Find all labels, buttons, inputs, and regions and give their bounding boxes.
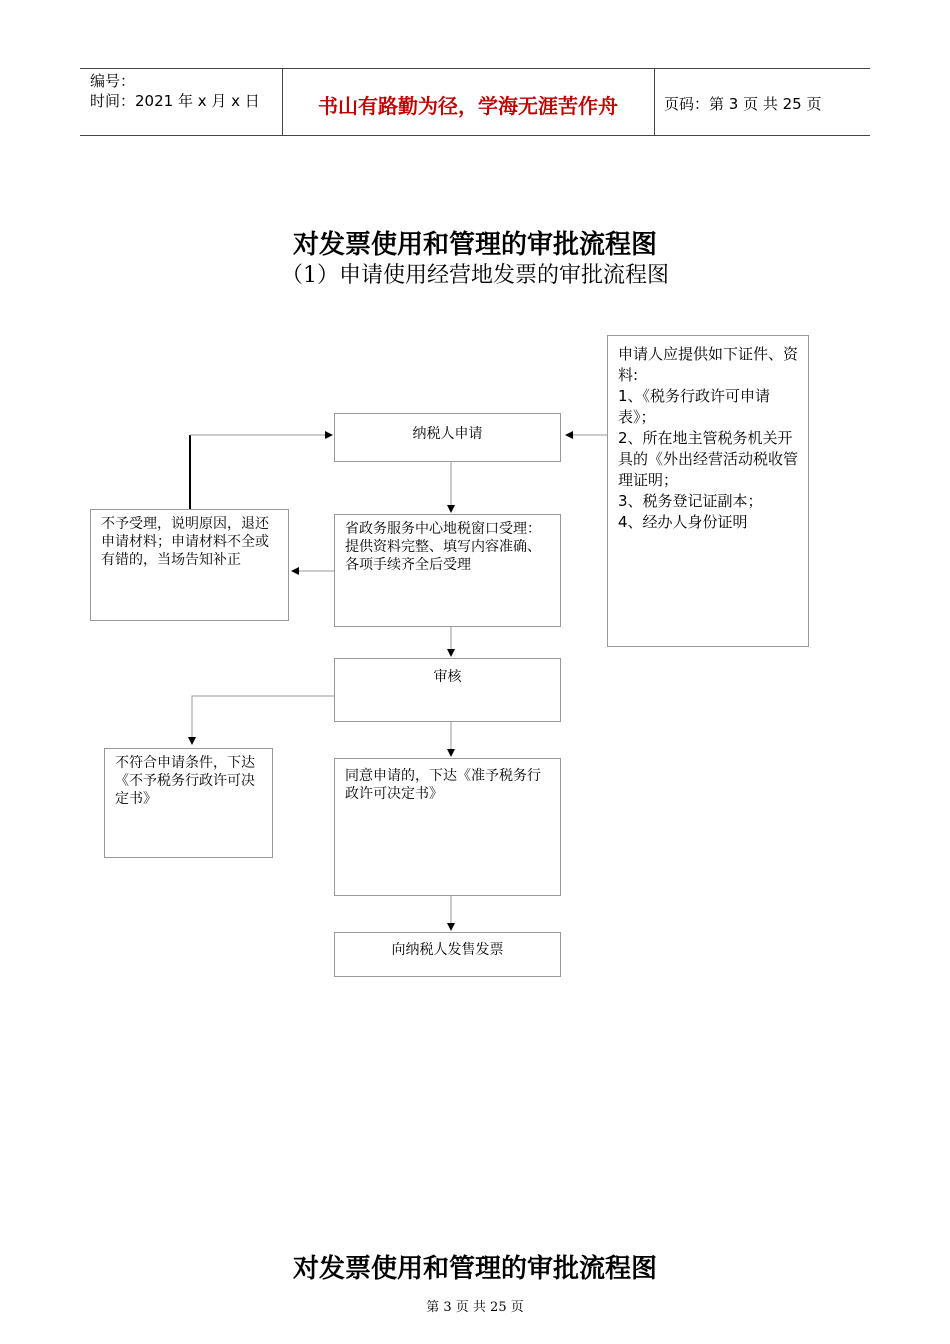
- materials-item-4: 4、经办人身份证明: [618, 513, 748, 531]
- code-label: 编号：: [90, 72, 136, 90]
- page-title: 对发票使用和管理的审批流程图: [292, 230, 657, 260]
- time-label: 时间：2021 年 x 月 x 日: [90, 92, 260, 110]
- materials-item-1: 1、《税务行政许可申请表》；: [618, 387, 771, 426]
- repeated-title: 对发票使用和管理的审批流程图: [292, 1254, 657, 1284]
- approve-box: 同意申请的，下达《准予税务行政许可决定书》: [334, 758, 561, 896]
- materials-item-2: 2、所在地主管税务机关开具的《外出经营活动税收管理证明；: [618, 429, 799, 489]
- header-page-info: 页码：第 3 页 共 25 页: [664, 95, 822, 113]
- reject-box: 不予受理，说明原因，退还申请材料；申请材料不全或有错的，当场告知补正: [90, 509, 289, 621]
- materials-item-3: 3、税务登记证副本；: [618, 492, 763, 510]
- not-meet-box: 不符合申请条件，下达《不予税务行政许可决定书》: [104, 748, 273, 858]
- apply-box: 纳税人申请: [334, 413, 561, 462]
- accept-box: 省政务服务中心地税窗口受理：提供资料完整、填写内容准确、各项手续齐全后受理: [334, 514, 561, 627]
- page-subtitle: （1）申请使用经营地发票的审批流程图: [281, 263, 669, 288]
- arrow-review-to-notmeet: [192, 696, 334, 744]
- review-box: 审核: [334, 658, 561, 722]
- materials-heading: 申请人应提供如下证件、资料:: [618, 345, 799, 384]
- issue-box: 向纳税人发售发票: [334, 932, 561, 977]
- page-footer: 第 3 页 共 25 页: [426, 1300, 524, 1315]
- materials-box: [607, 335, 809, 647]
- header-motto: 书山有路勤为径，学海无涯苦作舟: [318, 94, 618, 118]
